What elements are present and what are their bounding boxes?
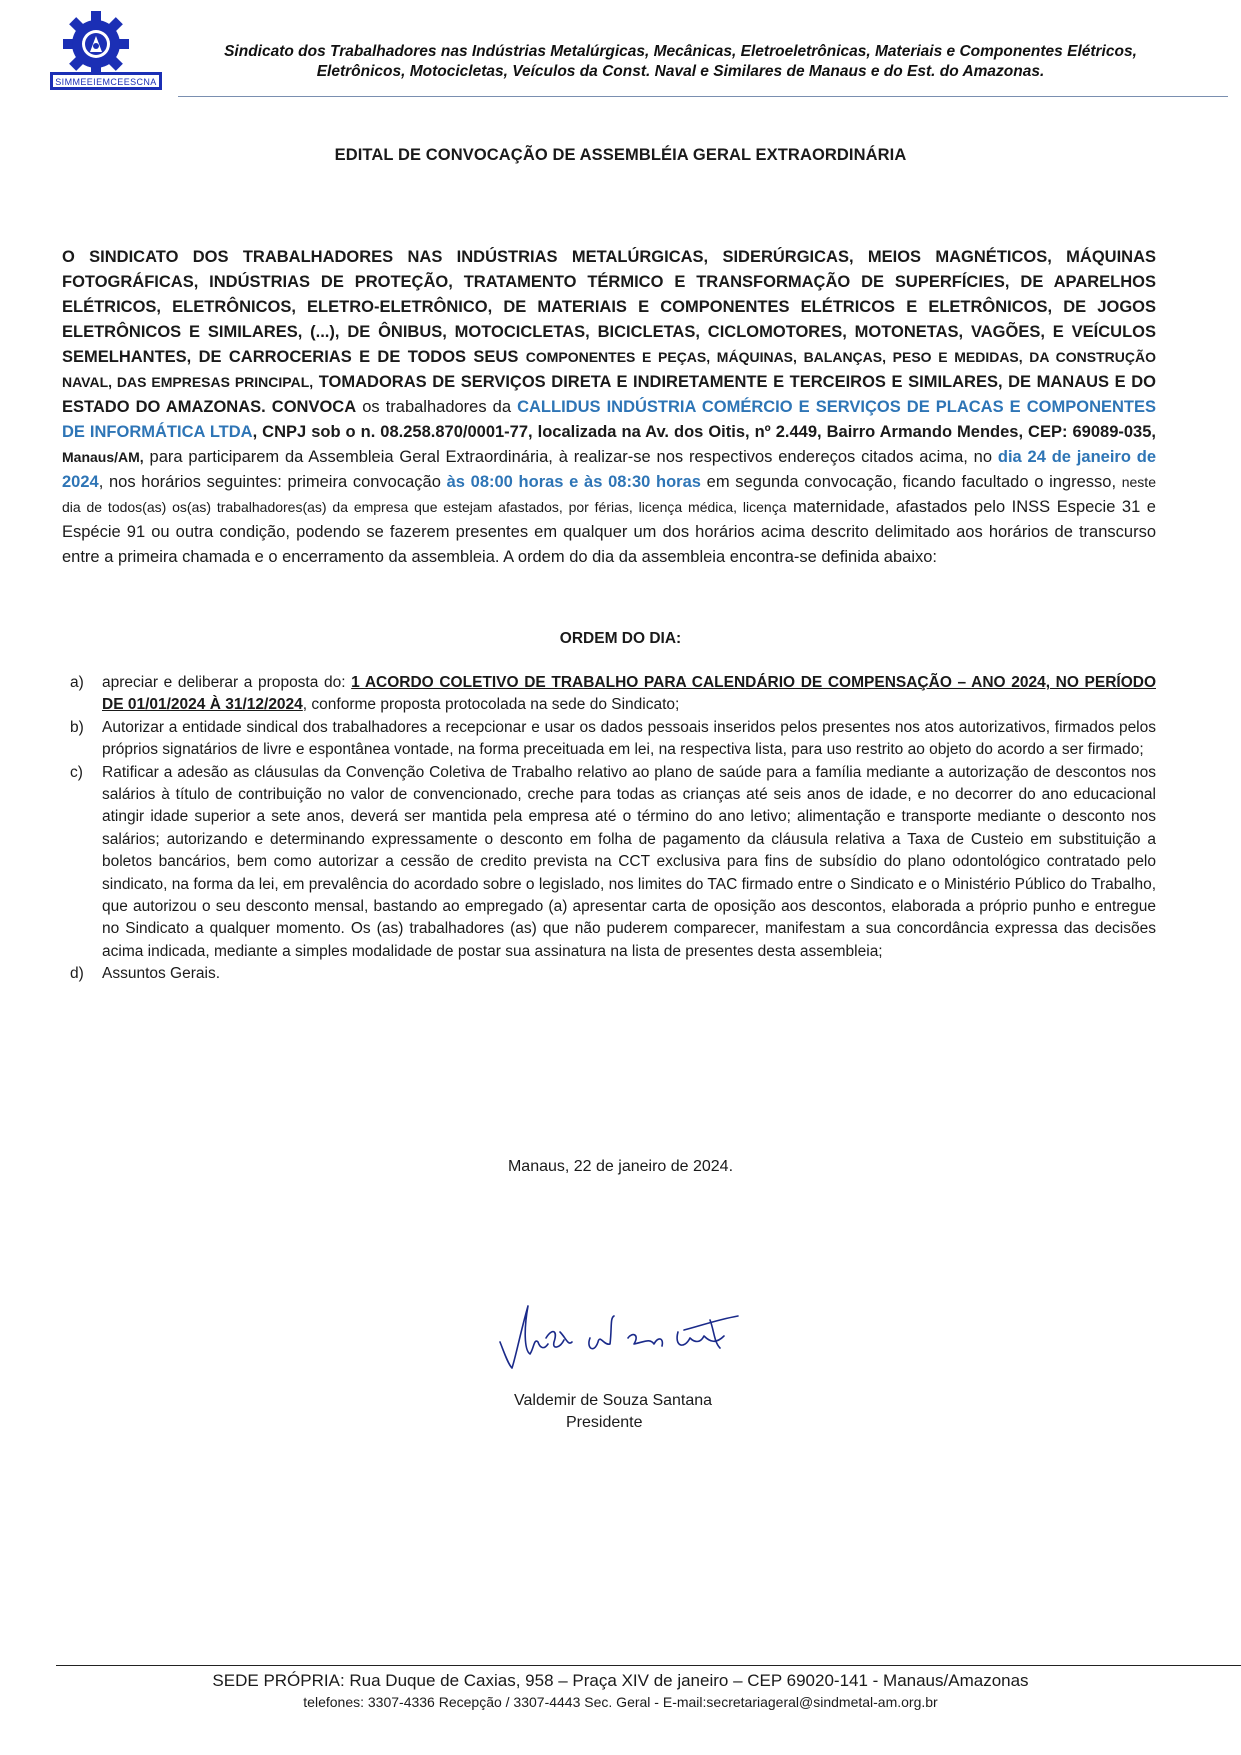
signer-name: Valdemir de Souza Santana [514,1392,713,1409]
agenda-item-c [62,762,1156,964]
company-address: , CNPJ sob o n. 08.258.870/0001-77, localizada na Av. dos Oitis, nº 2.449, Bairro Armando Mendes, CEP: 69089-035, [252,423,1156,441]
company-city: Manaus/AM, [62,449,144,465]
document-date: Manaus, 22 de janeiro de 2024. [507,1158,734,1175]
absent-workers-text: neste dia de todos(as) os(as) trabalhadores(as) da empresa que estejam afastados, por férias, licença médica, licença [62,474,1156,515]
signer-role: Presidente [566,1414,643,1431]
agenda-item-text: apreciar e deliberar a proposta do: [102,674,346,691]
union-full-name-cont: TOMADORAS DE SERVIÇOS DIRETA E INDIRETAMENTE E TERCEIROS E SIMILARES, DE MANAUS E DO ESTADO DO AMAZONAS. CONVOCA [62,373,1156,416]
letterhead [48,10,1183,96]
header-line-1: Sindicato dos Trabalhadores nas Indústrias Metalúrgicas, Mecânicas, Eletroeletrônicas, Materiais e Componentes Elétricos, [224,43,1137,60]
union-full-name: O SINDICATO DOS TRABALHADORES NAS INDÚSTRIAS METALÚRGICAS, SIDERÚRGICAS, MEIOS MAGNÉTICOS, MÁQUINAS FOTOGRÁFICAS, INDÚSTRIAS DE PROTEÇÃO, TRATAMENTO TÉRMICO E TRANSFORMAÇÃO DE SUPERFÍCIES, DE APARELHOS ELÉTRICOS, ELETRÔNICOS, ELETRO-ELETRÔNICO, DE MATERIAIS E COMPONENTES ELÉTRICOS E ELETRÔNICOS, DE JOGOS ELETRÔNICOS E SIMILARES, (...), DE ÔNIBUS, MOTOCICLETAS, BICICLETAS, CICLOMOTORES, MOTONETAS, VAGÕES, E VEÍCULOS SEMELHANTES, DE CARROCERIAS E DE TODOS SEUS [62,248,1156,366]
footer-divider [56,1665,1241,1666]
schedule-text: , nos horários seguintes: primeira convocação [98,473,441,491]
footer [0,1670,1241,1712]
convoca-text: os trabalhadores da [362,398,512,416]
convocation-paragraph [62,245,1156,570]
company-name: CALLIDUS INDÚSTRIA COMÉRCIO E SERVIÇOS DE PLACAS E COMPONENTES DE INFORMÁTICA LTDA [62,398,1157,441]
agenda-marker: a) [70,674,84,691]
footer-contacts: telefones: 3307-4336 Recepção / 3307-4443 Sec. Geral - E-mail:secretariageral@sindmetal-am.org.br [303,1694,938,1710]
agenda-marker: d) [70,965,84,983]
agreement-title: 1 ACORDO COLETIVO DE TRABALHO PARA CALENDÁRIO DE COMPENSAÇÃO – ANO 2024, NO PERÍODO DE 01/01/2024 À 31/12/2024 [102,674,1156,714]
agenda-item-d [62,963,1156,985]
agenda-marker: b) [70,718,84,736]
assembly-text: para participarem da Assembleia Geral Extraordinária, à realizar-se nos respectivos endereços citados acima, no [149,448,993,466]
signature-image [494,1298,754,1378]
agenda-title: ORDEM DO DIA: [559,630,682,647]
union-full-name-small: COMPONENTES E PEÇAS, MÁQUINAS, BALANÇAS, PESO E MEDIDAS, DA CONSTRUÇÃO NAVAL, DAS EMPRESAS PRINCIPAL, [62,349,1156,390]
agenda-item-text: , conforme proposta protocolada na sede do Sindicato; [302,696,680,714]
agenda-item-text: Ratificar a adesão as cláusulas da Convenção Coletiva de Trabalho relativo ao plano de saúde para a família mediante a autorização de descontos nos salários à título de contribuição no valor de convencionado, creche para todas as crianças até seis anos de idade, e no decorrer do ano educacional atingir idade superior a sete anos, deverá ser mantida pela empresa até o término do ano letivo; alimentação e transporte mediante o desconto nos salários; autorizando e determinando expressamente o desconto em folha de pagamento da cláusula relativa a Taxa de Custeio em substituição a boletos bancários, bem como autorizar a cessão de credito prevista na CCT exclusiva para fins de subsídio do plano odontológico contratado pelo sindicato, na forma da lei, em prevalência do acordado sobre o legislado, nos limites do TAC firmado entre o Sindicato e o Ministério Público do Trabalho, que autorizou o seu desconto mensal, bastando ao empregado (a) apresentar carta de oposição aos descontos, elaborada a próprio punho e entregue no Sindicato a qualquer momento. Os (as) trabalhadores (as) que não puderem comparecer, manifestam a sua concordância expressa das decisões acima indicada, mediante a simples modalidade de postar sua assinatura na lista de presentes desta assembleia; [102,763,1156,960]
closing-text: maternidade, afastados pelo INSS Especie 31 e Espécie 91 ou outra condição, podendo se fazerem presentes em qualquer um dos horários acima descrito delimitado aos horários de transcurso entre a primeira chamada e o encerramento da assembleia. A ordem do dia da assembleia encontra-se definida abaixo: [62,498,1156,566]
agenda-item-b [62,717,1156,762]
agenda-list [62,672,1156,986]
logo-text: SIMMEEIEMCEESCNA [55,77,157,87]
page-title: EDITAL DE CONVOCAÇÃO DE ASSEMBLÉIA GERAL EXTRAORDINÁRIA [334,146,907,164]
signer-block [514,1390,734,1434]
agenda-item-text: Assuntos Gerais. [102,965,221,983]
agenda-item-text: Autorizar a entidade sindical dos trabalhadores a recepcionar e usar os dados pessoais inseridos pelos presentes nos atos autorizativos, firmados pelos próprios signatários de livre e espontânea vontade, na forma preceituada em lei, na respectiva lista, para uso restrito ao objeto do acordo a ser firmado; [102,718,1156,759]
footer-address: SEDE PRÓPRIA: Rua Duque de Caxias, 958 – Praça XIV de janeiro – CEP 69020-141 - Manaus/Amazonas [212,1671,1029,1690]
header-union-name [178,42,1183,82]
assembly-date: dia 24 de janeiro de 2024 [62,448,1156,491]
header-divider [178,96,1228,97]
agenda-marker: c) [70,763,83,781]
second-call-text: em segunda convocação, ficando facultado o ingresso, [706,473,1117,491]
agenda-item-a [62,672,1156,717]
union-logo-icon [48,10,166,96]
assembly-times: às 08:00 horas e às 08:30 horas [446,473,701,491]
header-line-2: Eletrônicos, Motocicletas, Veículos da Const. Naval e Similares de Manaus e do Est. do Amazonas. [316,63,1045,80]
